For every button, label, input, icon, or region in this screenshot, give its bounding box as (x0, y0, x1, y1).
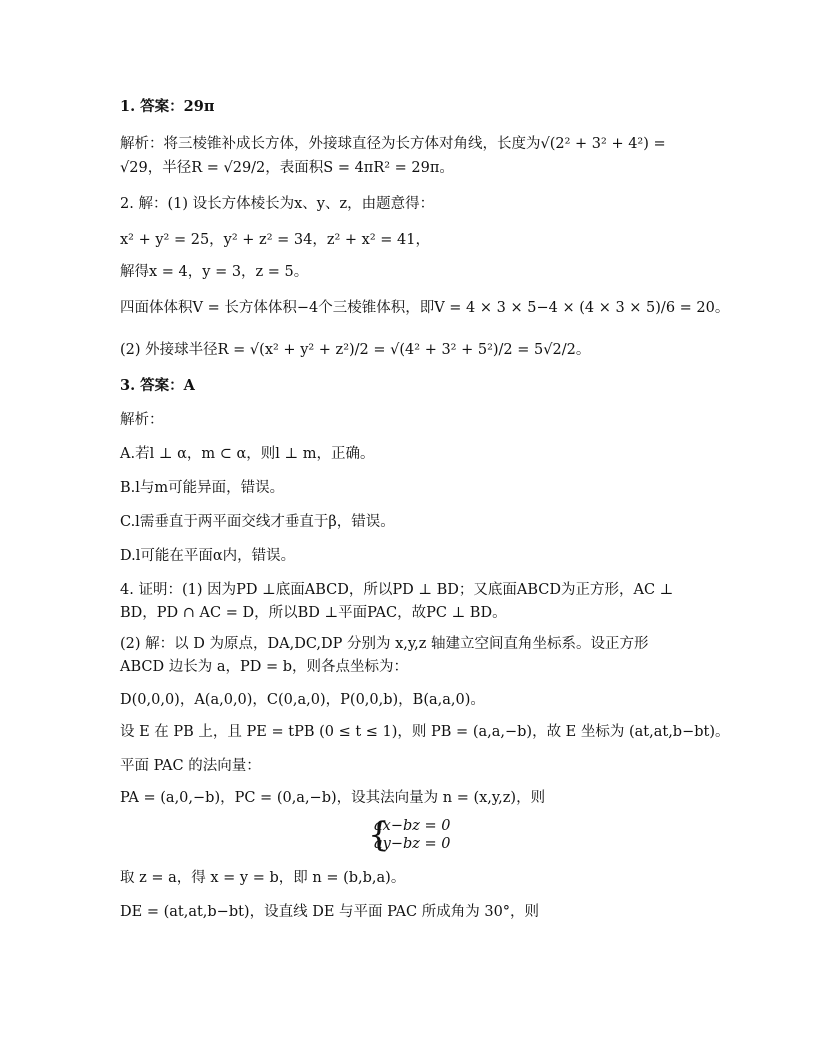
text: 取 z = a，得 x = y = b，即 n = (b,b,a)。 (120, 870, 406, 886)
text: 解得x = 4，y = 3，z = 5。 (120, 264, 309, 280)
q3-answer (120, 376, 195, 396)
q2-volume (120, 298, 729, 318)
q2-solution (120, 262, 308, 282)
q1-analysis-line2 (120, 158, 454, 178)
left-brace-icon: { (368, 815, 390, 855)
text: 四面体体积V = 长方体体积−4个三棱锥体积，即V = 4 × 3 × 5−4 × (4 × 3 × 5)/6 = 20。 (120, 300, 730, 316)
text: (2) 外接球半径R = √(x² + y² + z²)/2 = √(4² + 3² + 5²)/2 = 5√2/2。 (120, 342, 591, 358)
q4-proof-line1 (120, 580, 673, 600)
text: √29，半径R = √29/2，表面积S = 4πR² = 29π。 (120, 160, 454, 176)
q2-heading (120, 194, 434, 214)
q4-vectors (120, 788, 545, 808)
q3-option-a (120, 444, 375, 464)
text: A.若l ⊥ α，m ⊂ α，则l ⊥ m，正确。 (120, 446, 375, 462)
q4-coordinates (120, 690, 485, 710)
q2-equations (120, 230, 430, 250)
q4-part2-line2 (120, 657, 408, 677)
q3-option-c (120, 512, 395, 532)
text: ABCD 边长为 a，PD = b，则各点坐标为： (120, 659, 409, 675)
text: 解析：将三棱锥补成长方体，外接球直径为长方体对角线，长度为√(2² + 3² + 4²) = (120, 136, 666, 152)
equation-2: ay−bz = 0 (374, 836, 451, 852)
text: B.l与m可能异面，错误。 (120, 480, 285, 496)
q2-radius (120, 340, 590, 360)
q1-answer-text: 1. 答案：29π (120, 98, 215, 115)
q1-analysis-line1 (120, 134, 666, 154)
q4-normal-result (120, 868, 405, 888)
text: (2) 解：以 D 为原点，DA,DC,DP 分别为 x,y,z 轴建立空间直角坐标系。设正方形 (120, 636, 649, 652)
text: D(0,0,0)，A(a,0,0)，C(0,a,0)，P(0,0,b)，B(a,a,0)。 (120, 692, 485, 708)
text: 设 E 在 PB 上，且 PE = tPB (0 ≤ t ≤ 1)，则 PB = (a,a,−b)，故 E 坐标为 (at,at,b−bt)。 (120, 724, 730, 740)
q4-proof-line2 (120, 603, 507, 623)
equation-system (368, 817, 451, 853)
q3-option-d (120, 546, 295, 566)
q4-point-e (120, 722, 730, 742)
text: 解析： (120, 412, 164, 428)
text: BD，PD ∩ AC = D，所以BD ⊥平面PAC，故PC ⊥ BD。 (120, 605, 507, 621)
text: x² + y² = 25，y² + z² = 34，z² + x² = 41， (120, 232, 430, 248)
text: C.l需垂直于两平面交线才垂直于β，错误。 (120, 514, 395, 530)
text: PA = (a,0,−b)，PC = (0,a,−b)，设其法向量为 n = (x,y,z)，则 (120, 790, 546, 806)
text: D.l可能在平面α内，错误。 (120, 548, 296, 564)
text: 2. 解：(1) 设长方体棱长为x、y、z，由题意得： (120, 196, 435, 212)
q1-answer (120, 97, 214, 117)
q4-angle (120, 902, 539, 922)
equation-1: ax−bz = 0 (374, 818, 451, 834)
q4-part2-line1 (120, 634, 649, 654)
text: 3. 答案：A (120, 377, 195, 394)
q3-option-b (120, 478, 284, 498)
text: DE = (at,at,b−bt)，设直线 DE 与平面 PAC 所成角为 30°，则 (120, 904, 540, 920)
q3-analysis-label (120, 410, 164, 430)
text: 平面 PAC 的法向量： (120, 758, 261, 774)
q4-normal-vector-heading (120, 756, 261, 776)
text: 4. 证明：(1) 因为PD ⊥底面ABCD，所以PD ⊥ BD；又底面ABCD为正方形，AC ⊥ (120, 582, 674, 598)
